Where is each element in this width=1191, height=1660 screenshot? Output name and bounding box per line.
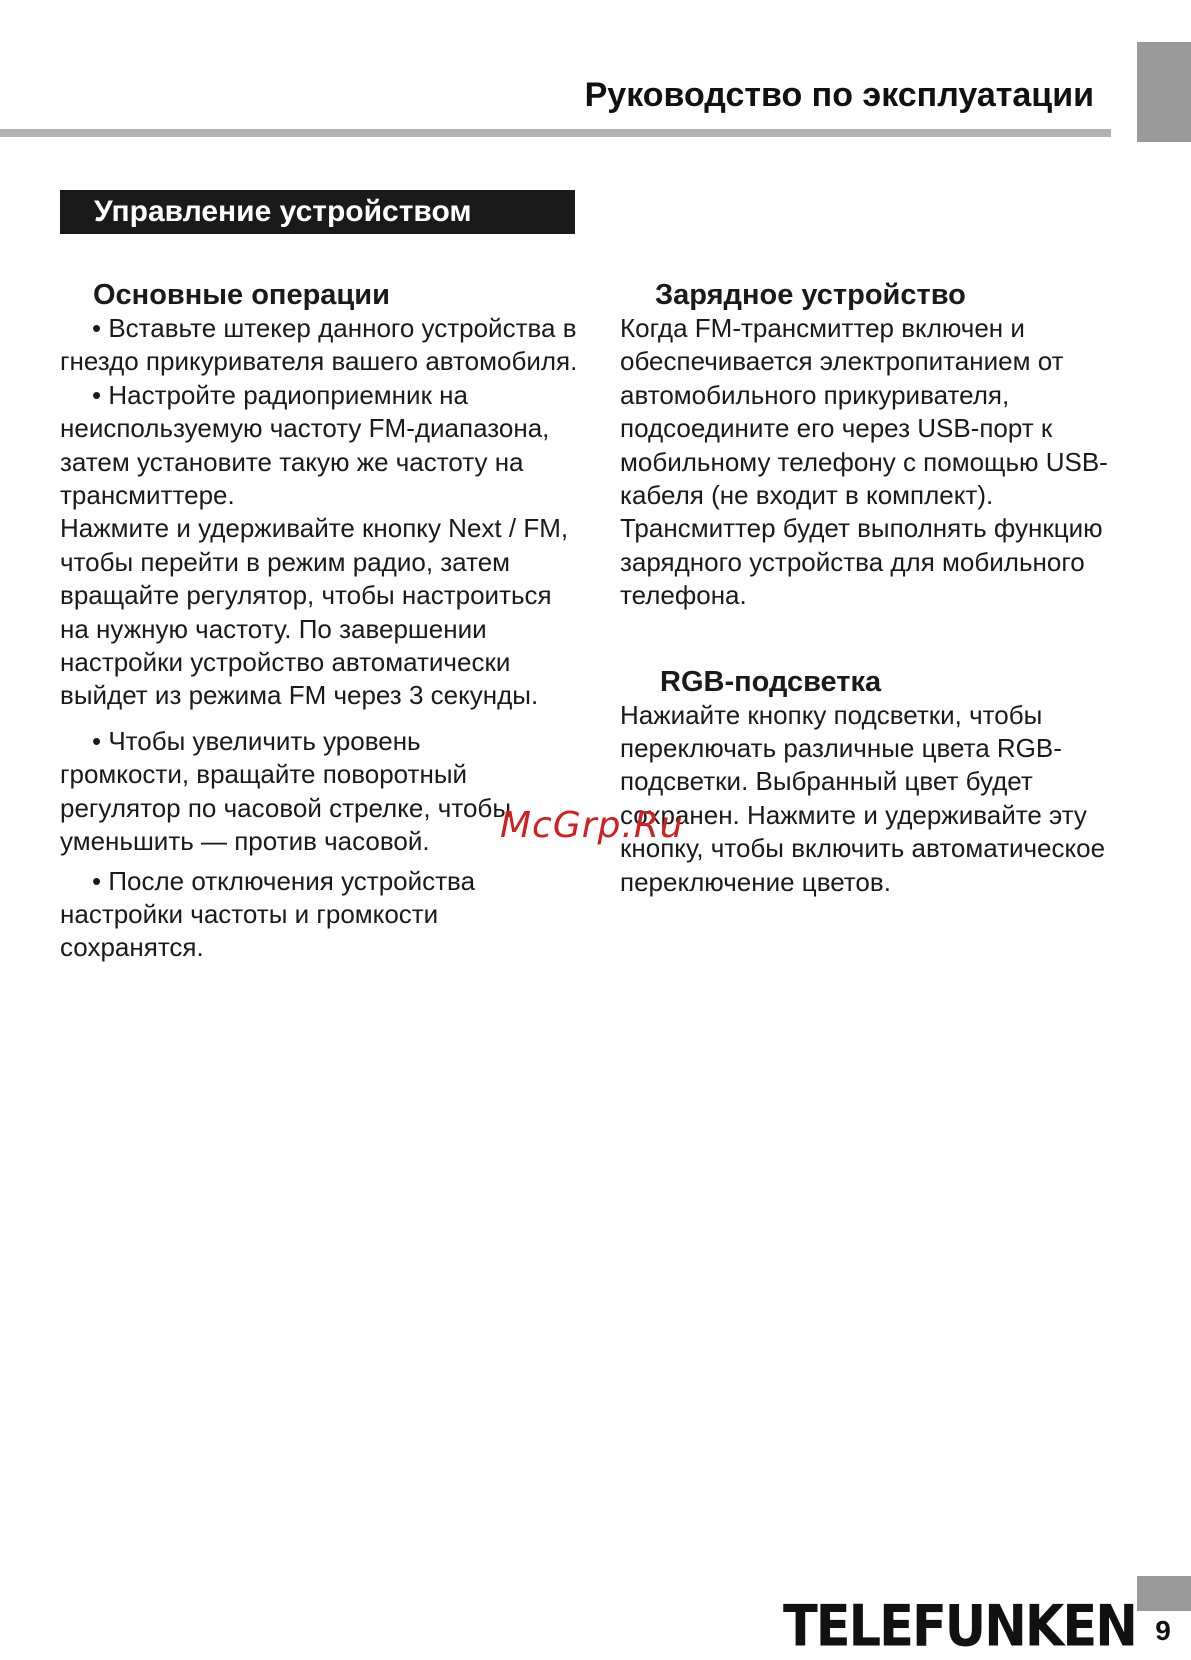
page-tab-marker-bottom: [1137, 1576, 1191, 1611]
heading-basic-operations: Основные операции: [93, 279, 390, 311]
paragraph-volume: • Чтобы увеличить уровень громкости, вращайте поворотный регулятор по часовой стрелке, чтобы уменьшить — против часовой.: [60, 725, 512, 857]
paragraph-insert-plug: • Вставьте штекер данного устройства в гнездо прикуривателя вашего автомобиля.: [60, 313, 578, 377]
paragraph-rgb-backlight: Нажиайте кнопку подсветки, чтобы переключать различные цвета RGB-подсветки. Выбранный цвет будет сохранен. Нажмите и удерживайте эту кнопку, чтобы включить автоматическое переключение цветов.: [620, 699, 1106, 897]
brand-logo: TELEFUNKEN: [783, 1594, 1136, 1660]
page-number: 9: [1155, 1615, 1171, 1646]
paragraph-settings-saved: • После отключения устройства настройки частоты и громкости сохранятся.: [60, 865, 476, 963]
section-title: Управление устройством: [60, 190, 575, 234]
header-divider: [0, 129, 1111, 137]
document-title: Руководство по эксплуатации: [584, 76, 1094, 114]
watermark: McGrp.Ru: [500, 805, 684, 846]
right-column: [620, 278, 1140, 899]
paragraph-next-fm: Нажмите и удерживайте кнопку Next / FM, чтобы перейти в режим радио, затем вращайте регулятор, чтобы настроиться на нужную частоту. По завершении настройки устройство автоматически выйдет из режима FM через 3 секунды.: [60, 513, 569, 711]
paragraph-charger: Когда FM-трансмиттер включен и обеспечивается электропитанием от автомобильного прикуривателя, подсоедините его через USB-порт к мобильному телефону с помощью USB-кабеля (не входит в комплект). Трансмиттер будет выполнять функцию зарядного устройства для мобильного телефона.: [620, 313, 1108, 611]
heading-charger: Зарядное устройство: [655, 279, 966, 311]
heading-rgb-backlight: RGB-подсветка: [660, 665, 882, 698]
left-column: [60, 278, 580, 965]
page-tab-marker-top: [1137, 42, 1191, 142]
paragraph-tune-radio: • Настройте радиоприемник на неиспользуемую частоту FM-диапазона, затем установите такую же частоту на трансмиттере.: [60, 379, 550, 511]
